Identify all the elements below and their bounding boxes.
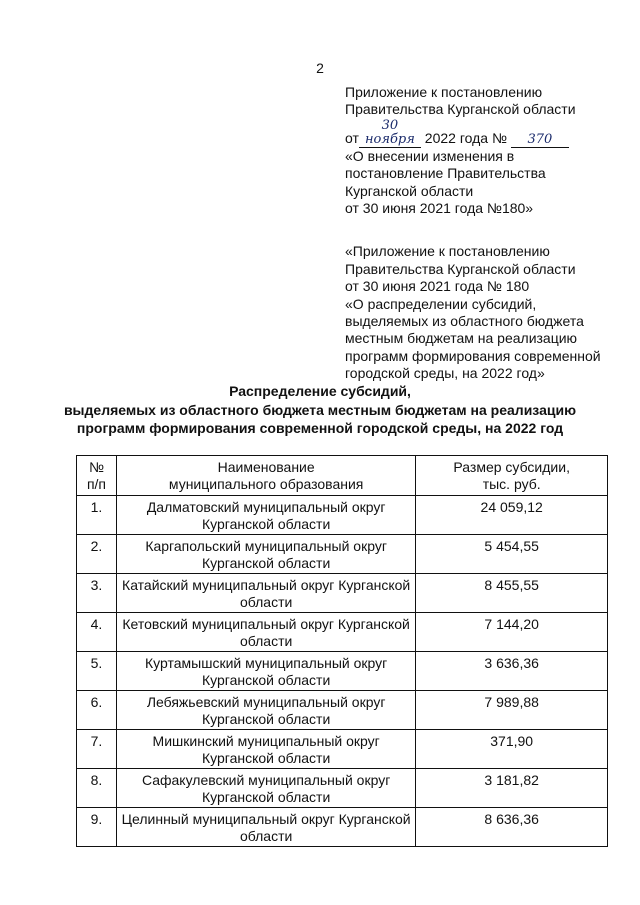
title-line: выделяемых из областного бюджета местным бюджетам на реализацию [63,401,577,418]
header-name-line: Наименование [217,459,315,475]
row-number: 7. [77,730,117,769]
table-row [77,691,608,730]
title-line: Распределение субсидий, [229,383,411,399]
header-name [116,456,415,496]
appendix-year-text: 2022 года № [424,129,507,146]
header-amount-line: тыс. руб. [482,475,541,492]
appendix2-line: местным бюджетам на реализацию [345,330,578,347]
header-number [77,456,117,496]
appendix-line: «О внесении изменения в [345,147,515,164]
row-name [116,535,415,574]
appendix-from-prefix: от [345,129,359,146]
row-name-line: области [239,827,293,844]
header-number-line: № [88,459,104,475]
page-number: 2 [316,60,324,76]
row-number: 2. [77,535,117,574]
row-name-line: Далматовский муниципальный округ [146,499,386,515]
row-name-line: Курганской области [202,710,331,727]
row-name [116,769,415,808]
appendix-header [345,84,630,383]
row-amount: 24 059,12 [416,496,608,535]
row-number: 3. [77,574,117,613]
appendix-line: Правительства Курганской области [345,101,576,118]
table-row [77,496,608,535]
row-name [116,574,415,613]
row-amount: 7 144,20 [416,613,608,652]
row-amount: 8 636,36 [416,808,608,847]
row-amount: 3 181,82 [416,769,608,808]
row-number: 1. [77,496,117,535]
row-name-line: Катайский муниципальный округ Курганской [122,577,411,593]
row-name-line: Лебяжьевский муниципальный округ [146,694,386,710]
row-name-line: Каргапольский муниципальный округ [145,538,387,554]
spacer [345,217,630,243]
appendix-line: постановление Правительства [345,165,546,182]
row-name [116,652,415,691]
appendix2-line: программ формирования современной [345,347,601,364]
appendix2-line: «О распределении субсидий, [345,295,537,312]
appendix-line: Приложение к постановлению [345,84,543,100]
document-title [40,382,600,438]
row-name-line: Курганской области [202,515,331,532]
subsidies-table [76,455,608,847]
table-row [77,574,608,613]
row-number: 9. [77,808,117,847]
row-name-line: Целинный муниципальный округ Курганской [121,811,411,827]
appendix2-line: от 30 июня 2021 года № 180 [345,278,530,295]
row-name-line: Курганской области [202,788,331,805]
header-amount [416,456,608,496]
table-row [77,652,608,691]
row-name-line: Мишкинский муниципальный округ [152,733,380,749]
header-amount-line: Размер субсидии, [453,459,570,475]
row-amount: 3 636,36 [416,652,608,691]
row-number: 5. [77,652,117,691]
appendix2-line: Правительства Курганской области [345,260,576,277]
appendix-line: от 30 июня 2021 года №180» [345,200,534,217]
row-amount: 5 454,55 [416,535,608,574]
row-name-line: Курганской области [202,671,331,688]
table-row [77,535,608,574]
handwritten-number: 370 [511,133,569,148]
row-name [116,691,415,730]
table-header-row [77,456,608,496]
appendix2-line: городской среды, на 2022 год» [345,365,545,382]
title-line: программ формирования современной городской среды, на 2022 год [76,420,564,436]
row-name [116,496,415,535]
table-row [77,730,608,769]
row-name-line: Курганской области [202,749,331,766]
row-name [116,613,415,652]
row-name-line: Сафакулевский муниципальный округ [141,772,391,788]
appendix2-line: «Приложение к постановлению [345,243,550,260]
row-name [116,808,415,847]
header-name-line: муниципального образования [168,475,364,492]
row-number: 8. [77,769,117,808]
table-row [77,613,608,652]
table-row [77,808,608,847]
row-name-line: Куртамышский муниципальный округ [145,655,388,671]
table-row [77,769,608,808]
appendix-line: Курганской области [345,182,474,199]
row-number: 6. [77,691,117,730]
handwritten-date: 30 ноября [359,119,421,148]
row-name-line: области [239,632,293,649]
header-number-line: п/п [86,475,106,492]
row-name-line: области [239,593,293,610]
row-name-line: Курганской области [202,554,331,571]
row-name-line: Кетовский муниципальный округ Курганской [122,616,410,632]
row-amount: 8 455,55 [416,574,608,613]
row-number: 4. [77,613,117,652]
row-name [116,730,415,769]
appendix2-line: выделяемых из областного бюджета [345,313,584,330]
row-amount: 7 989,88 [416,691,608,730]
row-amount: 371,90 [416,730,608,769]
appendix-date-line [345,119,630,148]
